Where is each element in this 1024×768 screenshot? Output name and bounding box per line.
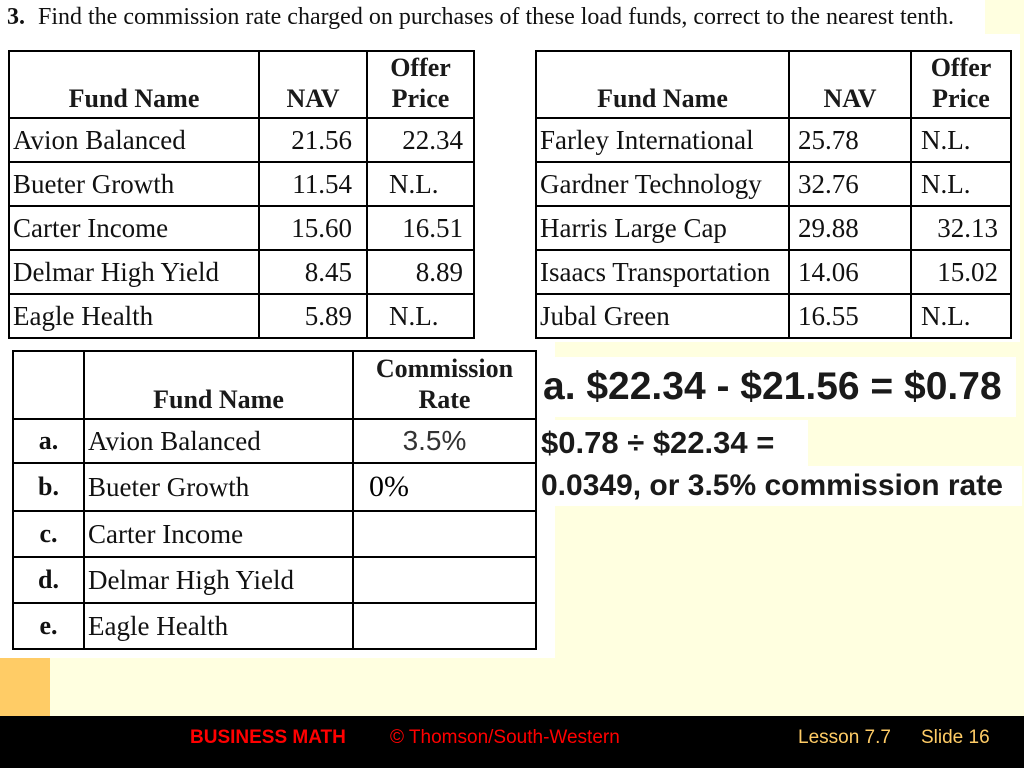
offer-price-cell: N.L. — [367, 162, 474, 206]
commission-rate-cell — [353, 603, 536, 649]
nav-cell: 8.45 — [259, 250, 367, 294]
table-row — [9, 118, 474, 162]
offer-price-cell: 16.51 — [367, 206, 474, 250]
table-row — [536, 206, 1011, 250]
fund-table-left — [8, 50, 475, 339]
item-letter: c. — [13, 511, 84, 557]
fund-table-right — [535, 50, 1012, 339]
fund-name-cell: Delmar High Yield — [9, 250, 259, 294]
solution-step-2: $0.78 ÷ $22.34 = — [537, 420, 808, 466]
nav-cell: 16.55 — [789, 294, 911, 338]
item-letter: a. — [13, 419, 84, 463]
fund-name-cell: Harris Large Cap — [536, 206, 789, 250]
table-row — [536, 294, 1011, 338]
fund-name-cell: Jubal Green — [536, 294, 789, 338]
commission-rate-cell: 3.5% — [353, 419, 536, 463]
header-nav: NAV — [259, 51, 367, 118]
fund-name-cell: Eagle Health — [84, 603, 353, 649]
header-offer-price-line-1: Offer — [390, 53, 451, 82]
header-offer-price — [367, 51, 474, 118]
header-commission-rate-line-2: Rate — [418, 385, 471, 414]
offer-price-cell: N.L. — [911, 118, 1011, 162]
question-number: 3. — [7, 4, 25, 30]
slide-footer — [0, 716, 1024, 768]
table-row — [9, 162, 474, 206]
offer-price-cell: N.L. — [911, 162, 1011, 206]
slide-number: Slide 16 — [921, 727, 990, 748]
fund-name-cell: Isaacs Transportation — [536, 250, 789, 294]
nav-cell: 15.60 — [259, 206, 367, 250]
offer-price-cell: N.L. — [367, 294, 474, 338]
nav-cell: 25.78 — [789, 118, 911, 162]
nav-cell: 5.89 — [259, 294, 367, 338]
table-header-row — [536, 51, 1011, 118]
table-row — [13, 419, 536, 463]
header-offer-price-line-2: Price — [391, 84, 450, 113]
offer-price-cell: 32.13 — [911, 206, 1011, 250]
header-fund-name: Fund Name — [84, 351, 353, 419]
table-row — [536, 118, 1011, 162]
table-row — [13, 511, 536, 557]
header-commission-rate-line-1: Commission — [375, 354, 514, 383]
header-offer-price — [911, 51, 1011, 118]
offer-price-cell: 22.34 — [367, 118, 474, 162]
question-text: Find the commission rate charged on purchases of these load funds, correct to the nearest tenth. — [38, 4, 954, 30]
table-row — [9, 206, 474, 250]
fund-name-cell: Delmar High Yield — [84, 557, 353, 603]
nav-cell: 21.56 — [259, 118, 367, 162]
commission-rate-cell — [353, 511, 536, 557]
table-header-row — [13, 351, 536, 419]
table-row — [13, 463, 536, 511]
commission-table — [12, 350, 537, 650]
fund-name-cell: Bueter Growth — [84, 463, 353, 511]
fund-name-cell: Carter Income — [9, 206, 259, 250]
offer-price-cell: 15.02 — [911, 250, 1011, 294]
question-banner — [0, 0, 985, 34]
fund-name-cell: Avion Balanced — [9, 118, 259, 162]
solution-step-1: a. $22.34 - $21.56 = $0.78 — [537, 357, 1016, 417]
item-letter: e. — [13, 603, 84, 649]
lesson-label: Lesson 7.7 — [798, 727, 891, 748]
offer-price-cell: 8.89 — [367, 250, 474, 294]
header-fund-name: Fund Name — [9, 51, 259, 118]
course-title: BUSINESS MATH — [190, 727, 346, 748]
fund-name-cell: Carter Income — [84, 511, 353, 557]
header-letter — [13, 351, 84, 419]
offer-price-cell: N.L. — [911, 294, 1011, 338]
item-letter: d. — [13, 557, 84, 603]
fund-name-cell: Bueter Growth — [9, 162, 259, 206]
header-nav: NAV — [789, 51, 911, 118]
nav-cell: 14.06 — [789, 250, 911, 294]
fund-name-cell: Avion Balanced — [84, 419, 353, 463]
table-header-row — [9, 51, 474, 118]
nav-cell: 29.88 — [789, 206, 911, 250]
copyright-notice: © Thomson/South-Western — [390, 727, 620, 748]
table-row — [13, 557, 536, 603]
nav-cell: 11.54 — [259, 162, 367, 206]
table-row — [536, 162, 1011, 206]
accent-block — [0, 658, 50, 716]
table-row — [9, 294, 474, 338]
commission-rate-cell — [353, 557, 536, 603]
fund-name-cell: Eagle Health — [9, 294, 259, 338]
solution-step-3: 0.0349, or 3.5% commission rate — [538, 466, 1022, 506]
header-offer-price-line-2: Price — [932, 84, 990, 113]
table-row — [536, 250, 1011, 294]
table-row — [9, 250, 474, 294]
fund-name-cell: Gardner Technology — [536, 162, 789, 206]
header-commission-rate — [353, 351, 536, 419]
nav-cell: 32.76 — [789, 162, 911, 206]
table-row — [13, 603, 536, 649]
item-letter: b. — [13, 463, 84, 511]
commission-rate-cell: 0% — [353, 463, 536, 511]
header-offer-price-line-1: Offer — [930, 53, 992, 82]
header-fund-name: Fund Name — [536, 51, 789, 118]
fund-name-cell: Farley International — [536, 118, 789, 162]
